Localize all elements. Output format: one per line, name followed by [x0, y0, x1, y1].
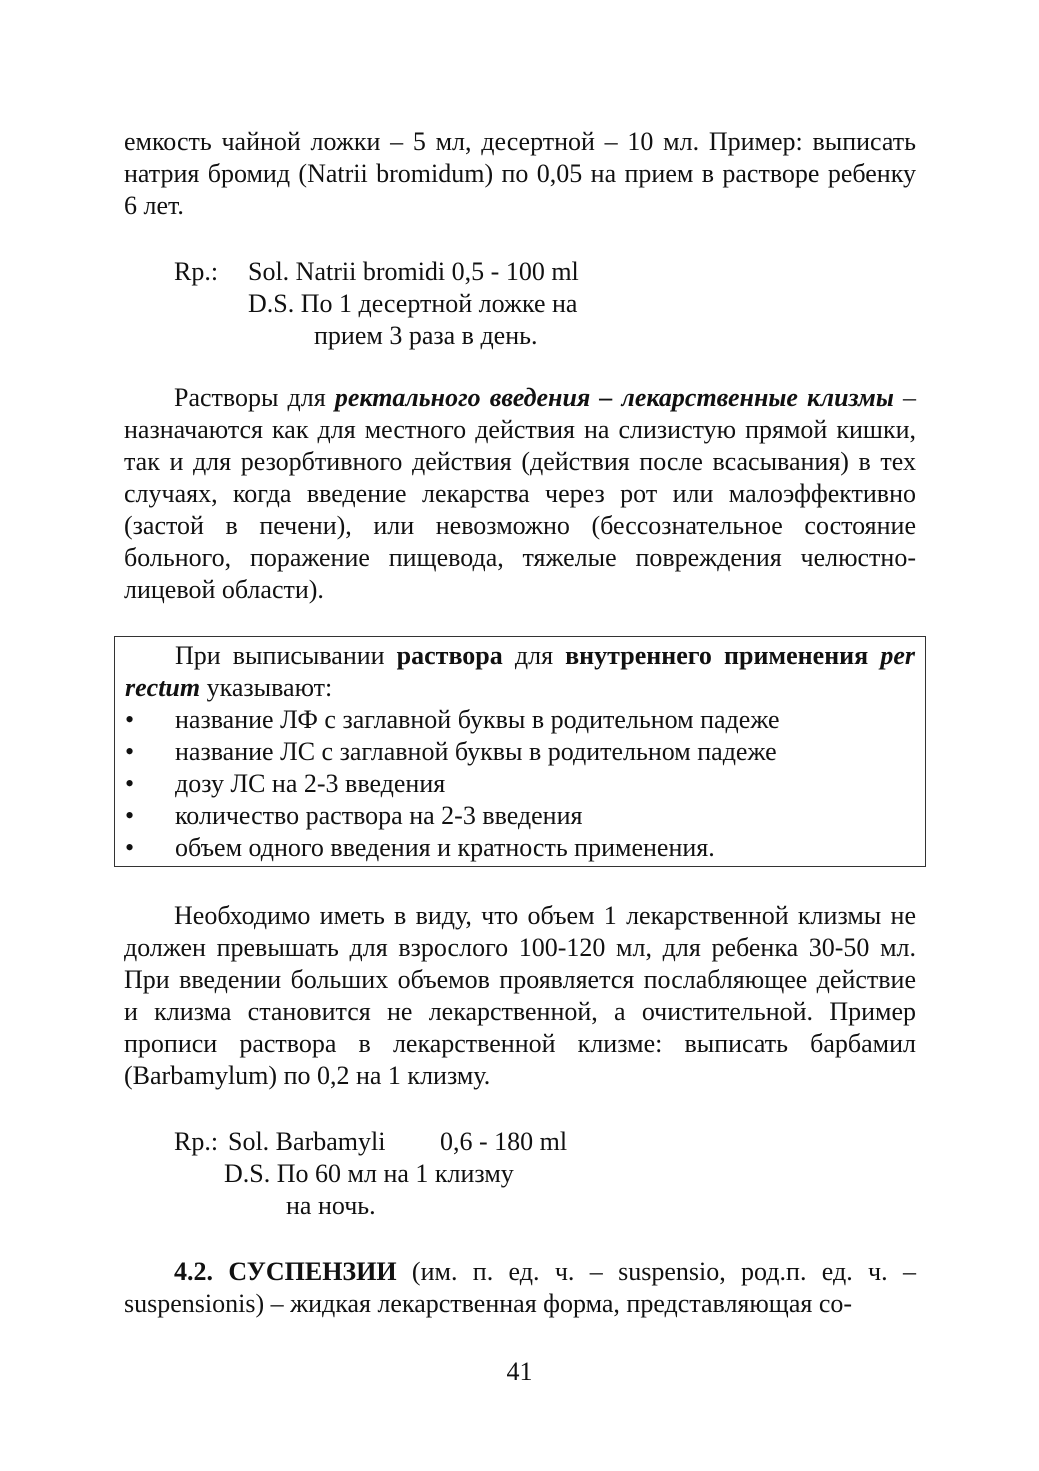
bullet-icon: • [125, 769, 135, 798]
rx-line-1: Sol. Natrii bromidi 0,5 - 100 ml [248, 257, 579, 286]
rectal-emphasis: ректального введения – лекарственные клизмы [334, 383, 894, 412]
bullet-icon: • [125, 705, 135, 734]
prescription-barbamyli [124, 1126, 916, 1222]
rules-list [125, 704, 915, 864]
rx-label: Rp.: [174, 1127, 219, 1156]
bullet-icon: • [125, 737, 135, 766]
paragraph-enema-volume: Необходимо иметь в виду, что объем 1 лекарственной клизмы не должен превышать для взрослого 100-120 мл, для ребенка 30-50 мл. При введении больших объемов проявляется послабляющее действие и клизма становится не лекарственной, а очистительной. Пример прописи раствора в лекарственной клизме: выписать барбамил (Barbamylum) по 0,2 на 1 клизму. [124, 901, 916, 1090]
page-content [124, 126, 916, 1320]
paragraph-suspensions: 4.2. СУСПЕНЗИИ (им. п. ед. ч. – suspensio, род.п. ед. ч. – suspensionis) – жидкая лекарственная форма, представляющая со- [124, 1257, 916, 1318]
rx-line-3: прием 3 раза в день. [314, 321, 538, 350]
list-item: • количество раствора на 2-3 введения [125, 801, 583, 830]
rules-box [114, 636, 926, 867]
list-item: • объем одного введения и кратность применения. [125, 833, 715, 862]
bullet-icon: • [125, 801, 135, 830]
list-item: • дозу ЛС на 2-3 введения [125, 769, 446, 798]
rx-line-3: на ночь. [286, 1191, 376, 1220]
box-intro: При выписывании раствора для внутреннего применения per rectum указывают: [125, 641, 915, 702]
prescription-natrii-bromidi [124, 256, 916, 352]
bullet-icon: • [125, 833, 135, 862]
list-item: • название ЛС с заглавной буквы в родительном падеже [125, 737, 777, 766]
paragraph-intro: емкость чайной ложки – 5 мл, десертной – 10 мл. Пример: выписать натрия бромид (Natrii bromidum) по 0,05 на прием в растворе ребенку 6 лет. [124, 127, 916, 220]
rx-line-2: D.S. По 60 мл на 1 клизму [224, 1159, 514, 1188]
section-heading: 4.2. СУСПЕНЗИИ [174, 1257, 397, 1286]
page-number: 41 [506, 1357, 533, 1386]
rx-drug: Sol. Barbamyli [228, 1127, 386, 1156]
rx-label: Rp.: [174, 257, 219, 286]
rx-amount: 0,6 - 180 ml [440, 1127, 568, 1156]
rx-line-2: D.S. По 1 десертной ложке на [248, 289, 578, 318]
paragraph-rectal-solutions: Растворы для ректального введения – лекарственные клизмы – назначаются как для местного действия на слизистую прямой кишки, так и для резорбтивного действия (действия после всасывания) в тех случаях, когда введение лекарства через рот или малоэффективно (застой в печени), или невозможно (бессознательное состояние больного, поражение пищевода, тяжелые повреждения челюстно-лицевой области). [124, 383, 916, 604]
list-item: • название ЛФ с заглавной буквы в родительном падеже [125, 705, 780, 734]
